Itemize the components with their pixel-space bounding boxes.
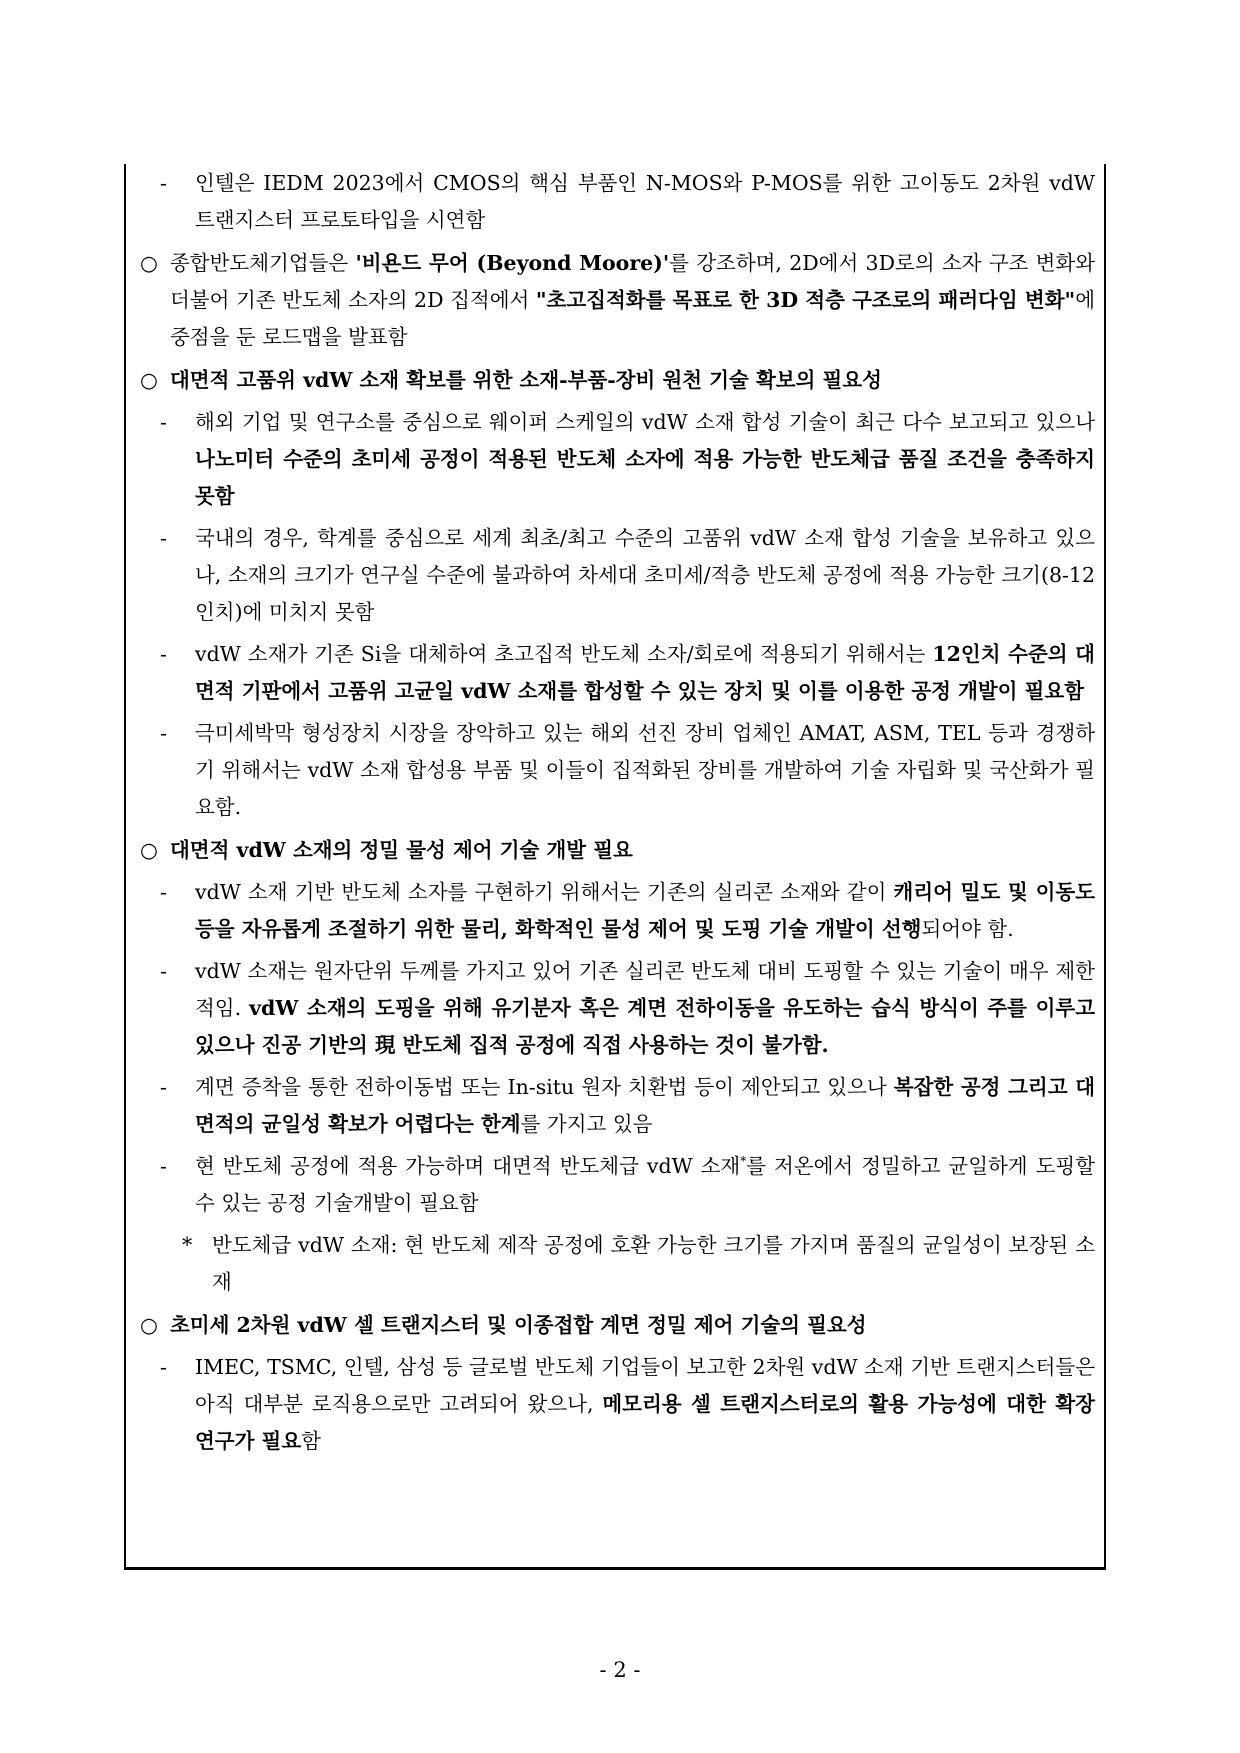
emphasis-text: 대면적 고품위 vdW 소재 확보를 위한 소재-부품-장비 원천 기술 확보의 필요성 xyxy=(170,368,882,392)
body-text: 극미세박막 형성장치 시장을 장악하고 있는 해외 선진 장비 업체인 AMAT, ASM, TEL 등과 경쟁하기 위해서는 vdW 소재 합성용 부품 및 이들이 집적화된 장비를 개발하여 기술 자립화 및 국산화가 필요함. xyxy=(195,721,1095,819)
dash-item xyxy=(140,715,1095,826)
dash-item xyxy=(140,874,1095,948)
body-text: 해외 기업 및 연구소를 중심으로 웨이퍼 스케일의 vdW 소재 합성 기술이 최근 다수 보고되고 있으나 xyxy=(195,410,1095,434)
body-text: 를 저온에서 정밀하고 균일하게 도핑할 수 있는 공정 기술개발이 필요함 xyxy=(195,1154,1095,1215)
bullet-item xyxy=(140,1307,1095,1344)
emphasis-text: "초고집적화를 목표로 한 3D 적층 구조로의 패러다임 변화" xyxy=(535,288,1076,312)
bullet-item xyxy=(140,245,1095,356)
list-marker: - xyxy=(160,642,167,666)
emphasis-text: 대면적 vdW 소재의 정밀 물성 제어 기술 개발 필요 xyxy=(170,838,633,862)
dash-item xyxy=(140,165,1095,239)
footnote-item xyxy=(140,1227,1095,1301)
bullet-item xyxy=(140,832,1095,869)
list-marker: - xyxy=(160,721,167,745)
dash-item xyxy=(140,953,1095,1064)
emphasis-text: 메모리용 셀 트랜지스터로의 활용 가능성에 대한 확장 연구가 필요 xyxy=(195,1392,1095,1453)
page-number: - 2 - xyxy=(599,1658,641,1682)
list-marker: - xyxy=(160,410,167,434)
body-text: 를 가지고 있음 xyxy=(520,1112,653,1136)
body-text: 계면 증착을 통한 전하이동법 또는 In-situ 원자 치환법 등이 제안되고 있으나 xyxy=(195,1075,894,1099)
dash-item xyxy=(140,404,1095,515)
body-text: 종합반도체기업들은 xyxy=(170,251,356,275)
list-marker: - xyxy=(160,1154,167,1178)
footnote-ref: * xyxy=(740,1154,747,1169)
body-text: vdW 소재가 기존 Si을 대체하여 초고집적 반도체 소자/회로에 적용되기 위해서는 xyxy=(195,642,933,666)
emphasis-text: 나노미터 수준의 초미세 공정이 적용된 반도체 소자에 적용 가능한 반도체급 품질 조건을 충족하지 못함 xyxy=(195,447,1095,508)
body-text: 에 중점을 둔 로드맵을 발표함 xyxy=(170,288,1095,349)
body-text: 현 반도체 공정에 적용 가능하며 대면적 반도체급 vdW 소재 xyxy=(195,1154,741,1178)
list-marker: - xyxy=(160,1355,167,1379)
emphasis-text: 12인치 수준의 대면적 기판에서 고품위 고균일 vdW 소재를 합성할 수 있는 장치 및 이를 이용한 공정 개발이 필요함 xyxy=(195,642,1095,703)
list-marker: - xyxy=(160,171,167,195)
emphasis-text: 캐리어 밀도 및 이동도 등을 자유롭게 조절하기 위한 물리, 화학적인 물성 제어 및 도핑 기술 개발이 선행 xyxy=(195,880,1095,941)
list-marker: - xyxy=(160,526,167,550)
body-text: IMEC, TSMC, 인텔, 삼성 등 글로벌 반도체 기업들이 보고한 2차원 vdW 소재 기반 트랜지스터들은 아직 대부분 로직용으로만 고려되어 왔으나, xyxy=(195,1355,1095,1416)
dash-item xyxy=(140,520,1095,631)
emphasis-text: 초미세 2차원 vdW 셀 트랜지스터 및 이종접합 계면 정밀 제어 기술의 필요성 xyxy=(170,1313,867,1337)
body-text: 함 xyxy=(301,1429,321,1453)
body-text: 반도체급 vdW 소재: 현 반도체 제작 공정에 호환 가능한 크기를 가지며 품질의 균일성이 보장된 소재 xyxy=(212,1233,1095,1294)
dash-item xyxy=(140,1349,1095,1460)
dash-item xyxy=(140,1148,1095,1222)
bullet-item xyxy=(140,362,1095,399)
dash-item xyxy=(140,636,1095,710)
body-text: 인텔은 IEDM 2023에서 CMOS의 핵심 부품인 N-MOS와 P-MOS를 위한 고이동도 2차원 vdW 트랜지스터 프로토타입을 시연함 xyxy=(195,171,1095,232)
body-text: vdW 소재 기반 반도체 소자를 구현하기 위해서는 기존의 실리콘 소재와 같이 xyxy=(195,880,894,904)
dash-item xyxy=(140,1069,1095,1143)
list-marker: ○ xyxy=(140,368,158,392)
emphasis-text: vdW 소재의 도핑을 위해 유기분자 혹은 계면 전하이동을 유도하는 습식 방식이 주를 이루고 있으나 진공 기반의 現 반도체 집적 공정에 직접 사용하는 것이 불가함. xyxy=(195,996,1096,1057)
body-text: vdW 소재는 원자단위 두께를 가지고 있어 기존 실리콘 반도체 대비 도핑할 수 있는 기술이 매우 제한적임. xyxy=(195,959,1095,1020)
list-marker: - xyxy=(160,880,167,904)
list-marker: * xyxy=(182,1233,193,1257)
body-text: 국내의 경우, 학계를 중심으로 세계 최초/최고 수준의 고품위 vdW 소재 합성 기술을 보유하고 있으나, 소재의 크기가 연구실 수준에 불과하여 차세대 초미세/적층 반도체 공정에 적용 가능한 크기(8-12인치)에 미치지 못함 xyxy=(195,526,1095,624)
list-marker: - xyxy=(160,959,167,983)
emphasis-text: '비욘드 무어 (Beyond Moore)' xyxy=(355,251,670,275)
list-marker: ○ xyxy=(140,1313,158,1337)
body-text: 되어야 함. xyxy=(921,917,1014,941)
document-body xyxy=(140,160,1095,1460)
emphasis-text: 복잡한 공정 그리고 대면적의 균일성 확보가 어렵다는 한계 xyxy=(195,1075,1095,1136)
body-text: 를 강조하며, 2D에서 3D로의 소자 구조 변화와 더불어 기존 반도체 소자의 2D 집적에서 xyxy=(170,251,1096,312)
list-marker: - xyxy=(160,1075,167,1099)
list-marker: ○ xyxy=(140,838,158,862)
list-marker: ○ xyxy=(140,251,158,275)
